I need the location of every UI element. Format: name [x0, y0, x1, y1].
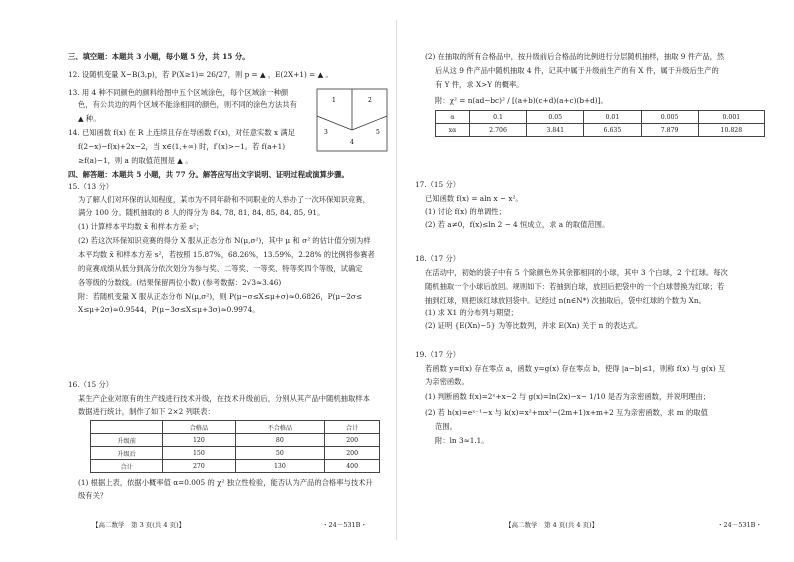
critical-row	[436, 124, 765, 137]
question-19-line6: 附：ln 3≈1.1。	[435, 436, 489, 445]
question-14-line1: 14. 已知函数 f(x) 在 R 上连续且存在导函数 f′(x)，对任意实数 x 满足	[68, 128, 295, 137]
critical-cell: 6.635	[584, 124, 641, 137]
alpha-cell: 0.01	[584, 111, 641, 124]
question-16-title: 16.（15 分）	[68, 380, 114, 389]
table-cell: 150	[163, 447, 235, 460]
question-17-title: 17.（15 分）	[415, 180, 461, 189]
question-15-line1: 为了解人们对环保的认知程度，某市为不同年龄和不同职业的人举办了一次环保知识竞赛，	[78, 195, 370, 204]
question-15-line2: 满分 100 分。随机抽取的 8 人的得分为 84, 78, 81, 84, 85, 84, 85, 91。	[78, 208, 325, 217]
question-15-line8: 附：若随机变量 X 服从正态分布 N(μ,σ²)，则 P(μ−σ≤X≤μ+σ)≈0.6826，P(μ−2σ≤	[78, 292, 362, 301]
question-15-line7: 各等级的分数线。(结果保留两位小数) (参考数据：2√3≈3.46)	[78, 278, 282, 287]
table-cell: 270	[163, 460, 235, 473]
table-header-cell	[91, 421, 163, 434]
right-page	[397, 0, 794, 562]
table-cell: 130	[235, 460, 325, 473]
five-region-map	[316, 88, 388, 152]
question-15-title: 15.（13 分）	[68, 182, 114, 191]
footer-code: ・24－531B・	[322, 521, 367, 529]
chi-square-formula: 附：χ² = n(ad−bc)² / [(a+b)(c+d)(a+c)(b+d)]。	[435, 96, 608, 105]
table-cell: 200	[325, 434, 380, 447]
footer-code: ・24－531B・	[717, 521, 762, 529]
table-header-cell: 合格品	[163, 421, 235, 434]
table-cell: 升级后	[91, 447, 163, 460]
map-region-4: 4	[350, 139, 354, 146]
question-13-line3: ▲ 种。	[78, 114, 101, 123]
critical-cell: 10.828	[698, 124, 764, 137]
contingency-table	[90, 420, 380, 473]
section4-header: 四、解答题：本题共 5 小题，共 77 分。解答应写出文字说明、证明过程或演算步骤。	[68, 170, 349, 179]
table-cell: 50	[235, 447, 325, 460]
map-line-right	[352, 116, 387, 130]
footer-page-label: 【高二数学 第 4 页(共 4 页)】	[505, 521, 599, 529]
question-18-line4: (1) 求 X1 的分布列与期望；	[425, 308, 518, 317]
question-16-part1-line1: (1) 根据上表，依据小概率值 α=0.005 的 χ² 独立性检验，能否认为产品的合格率与技术升	[78, 478, 373, 487]
alpha-label: α	[436, 111, 470, 124]
alpha-cell: 0.05	[527, 111, 584, 124]
question-13-line2: 色，有公共边的两个区域不能涂相同的颜色，则不同的涂色方法共有	[78, 100, 297, 109]
question-17-line1: 已知函数 f(x) = aln x − x²。	[425, 194, 523, 203]
question-19-line4: (2) 若 h(x)=eˣ⁻¹−x 与 k(x)=x²+mx²−(2m+1)x+m+2 互为亲密函数，求 m 的取值	[425, 408, 708, 417]
question-16-part1-line2: 级有关？	[78, 491, 108, 500]
critical-value-table	[435, 110, 765, 137]
table-cell: 200	[325, 447, 380, 460]
critical-cell: 2.706	[469, 124, 526, 137]
table-header-cell: 不合格品	[235, 421, 325, 434]
critical-label: xα	[436, 124, 470, 137]
question-17-line3: (2) 若 a≠0，f(x)≤ln 2 − 4 恒成立，求 a 的取值范围。	[425, 220, 610, 229]
alpha-row	[436, 111, 765, 124]
question-14-line2: f(2−x)−f(x)+2x−2，当 x∈(1,+∞) 时，f′(x)>−1。若 f(a+1)	[78, 142, 286, 151]
alpha-cell: 0.005	[641, 111, 698, 124]
question-14-line3: ≥f(a)−1，则 a 的取值范围是 ▲ 。	[78, 156, 193, 165]
question-18-line1: 在活动中，初始的袋子中有 5 个除颜色外其余都相同的小球，其中 3 个白球，2 个红球。每次	[425, 268, 728, 277]
question-16-line1: 某生产企业对原有的生产线进行技术升级，在技术升级前后，分别从其产品中随机抽取样本	[78, 394, 370, 403]
question-18-line5: (2) 证明 {E(Xn)−5} 为等比数列，并求 E(Xn) 关于 n 的表达式。	[425, 321, 643, 330]
question-15-line6: 的竞赛成绩从低分到高分依次划分为参与奖、二等奖、一等奖、特等奖四个等级，试确定	[78, 264, 363, 273]
table-header-row	[91, 421, 380, 434]
map-region-5: 5	[376, 129, 380, 136]
map-region-3: 3	[324, 129, 328, 136]
question-18-line3: 抽到红球，则把该红球放回袋中。记经过 n(n∈N*) 次抽取后，袋中红球的个数为 Xn。	[425, 296, 706, 305]
question-19-line2: 为亲密函数。	[425, 377, 469, 386]
table-cell: 升级前	[91, 434, 163, 447]
table-row	[91, 434, 380, 447]
question-19-line1: 若函数 y=f(x) 存在零点 a，函数 y=g(x) 存在零点 b，使得 |a−b|≤1，则称 f(x) 与 g(x) 互	[425, 364, 726, 373]
table-cell: 80	[235, 434, 325, 447]
question-17-line2: (1) 讨论 f(x) 的单调性；	[425, 207, 506, 216]
question-15-line5: 本平均数 x̄ 和样本方差 s²，若按照 15.87%，68.26%，13.59%，2.28% 的比例将参赛者	[78, 250, 375, 259]
question-18-title: 18.（17 分）	[415, 254, 461, 263]
question-12: 12. 设随机变量 X~B(3,p)，若 P(X≥1)= 26/27，则 p = ▲ ，E(2X+1) = ▲ 。	[68, 70, 333, 79]
table-cell: 合计	[91, 460, 163, 473]
alpha-cell: 0.1	[469, 111, 526, 124]
question-18-line2: 随机抽取一个小球后放回。规则如下：若抽到白球，放回后把袋中的一个白球替换为红球；若	[425, 282, 725, 291]
map-line-left	[317, 116, 352, 130]
question-19-line5: 范围。	[435, 422, 457, 431]
question-16-part2-line3: 有 Y 件，求 X>Y 的概率。	[435, 80, 524, 89]
table-row	[91, 460, 380, 473]
question-15-line3: (1) 计算样本平均数 x̄ 和样本方差 s²；	[78, 222, 204, 231]
question-19-title: 19.（17 分）	[415, 350, 461, 359]
table-row	[91, 447, 380, 460]
map-region-1: 1	[332, 97, 336, 104]
critical-cell: 7.879	[641, 124, 698, 137]
section3-header: 三、填空题：本题共 3 小题，每小题 5 分，共 15 分。	[68, 52, 250, 61]
alpha-cell: 0.001	[698, 111, 764, 124]
table-cell: 120	[163, 434, 235, 447]
question-19-line3: (1) 判断函数 f(x)=2ˣ+x−2 与 g(x)=ln(2x)−x− 1/10 是否为亲密函数，并说明理由；	[425, 392, 711, 401]
table-header-cell: 合计	[325, 421, 380, 434]
question-15-line4: (2) 若这次环保知识竞赛的得分 X 服从正态分布 N(μ,σ²)，其中 μ 和 σ² 的估计值分别为样	[78, 236, 371, 245]
footer-page-label: 【高二数学 第 3 页(共 4 页)】	[92, 521, 186, 529]
question-16-part2-line2: 后从这 9 件产品中随机抽取 4 件，记其中属于升级前生产的有 X 件，属于升级后生产的	[435, 66, 719, 75]
table-cell: 400	[325, 460, 380, 473]
question-13-line1: 13. 用 4 种不同颜色的颜料给图中五个区域涂色，每个区域涂一种颜	[68, 88, 289, 97]
question-15-line9: X≤μ+2σ)≈0.9544，P(μ−3σ≤X≤μ+3σ)≈0.9974。	[78, 305, 260, 314]
question-16-part2-line1: (2) 在抽取的所有合格品中，按升级前后合格品的比例进行分层随机抽样，抽取 9 件产品，然	[425, 52, 725, 61]
question-16-line2: 数据进行统计，制作了如下 2×2 列联表：	[78, 407, 215, 416]
map-region-2: 2	[368, 97, 372, 104]
critical-cell: 3.841	[527, 124, 584, 137]
